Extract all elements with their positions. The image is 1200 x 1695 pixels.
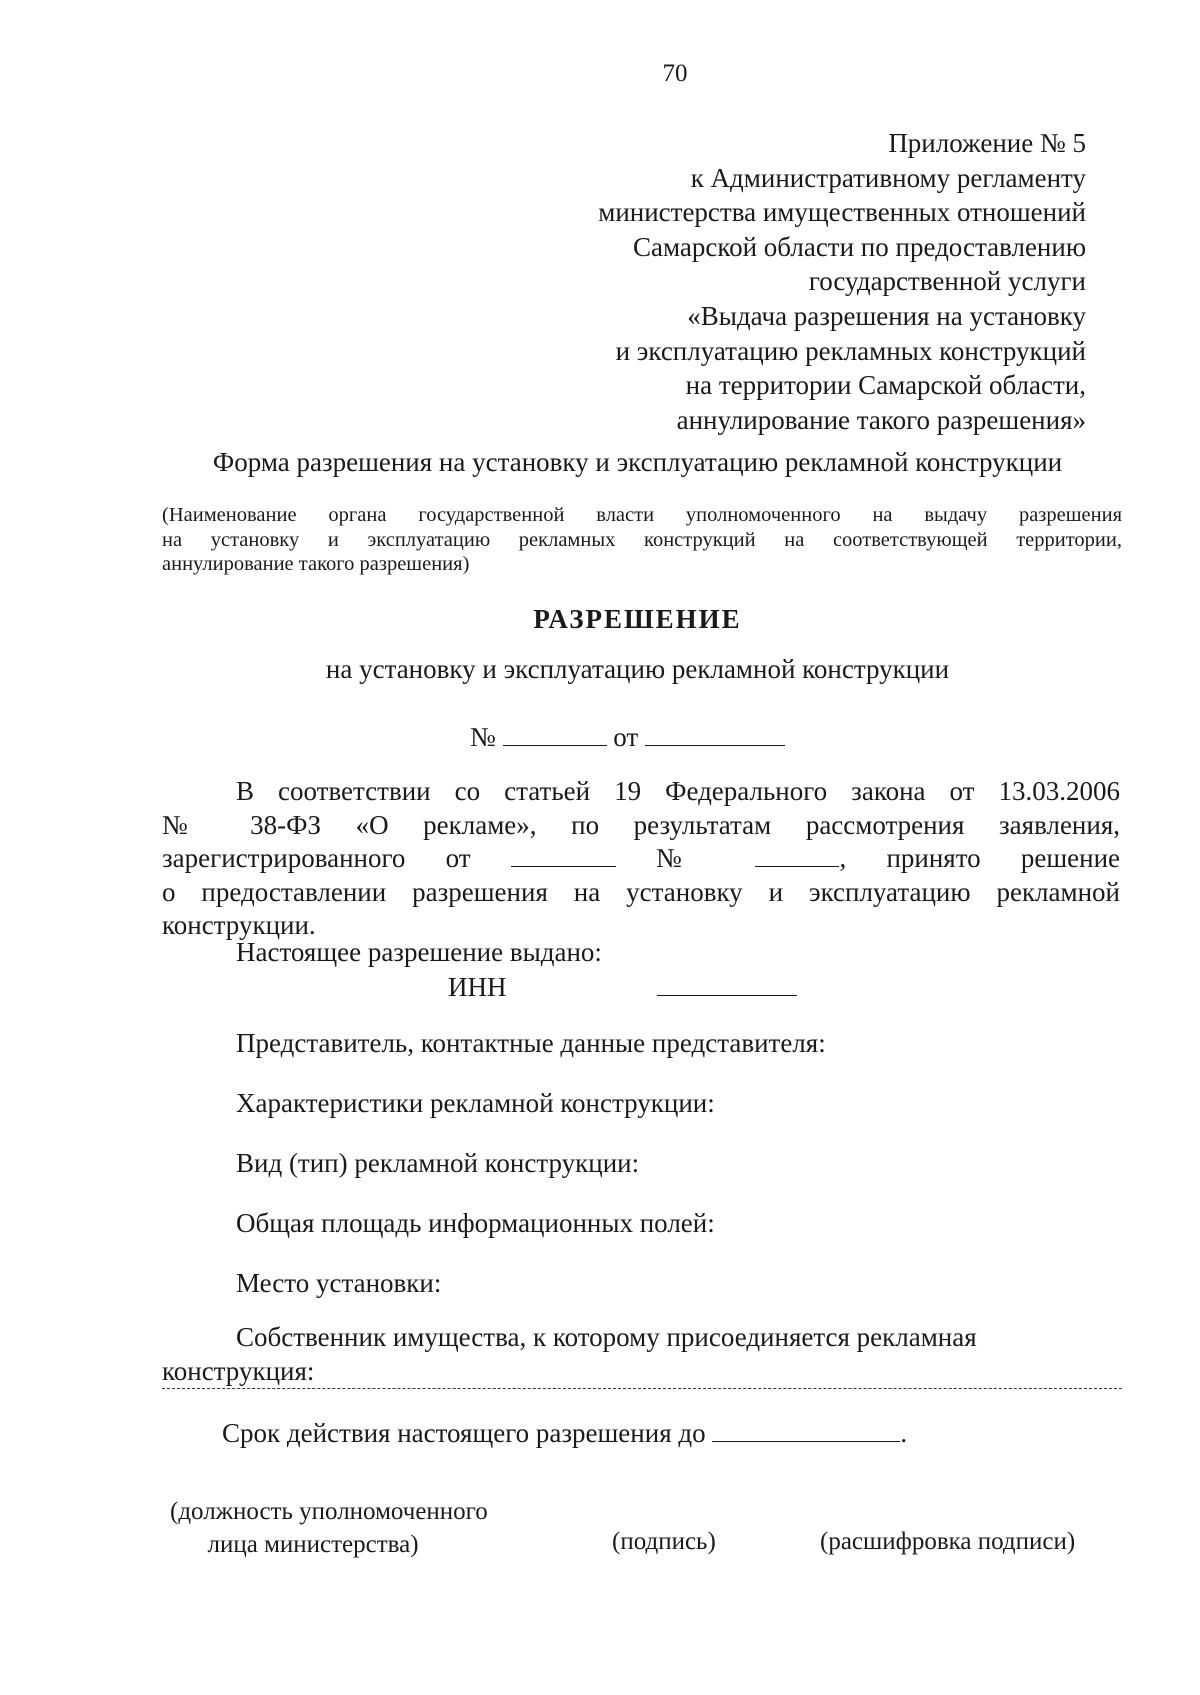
number-label: № [470,722,496,752]
owner-field[interactable] [162,1354,1122,1389]
page-number: 70 [662,60,688,87]
appendix-line: аннулирование такого разрешения» [676,404,1086,435]
body-line: № 38-ФЗ «О рекламе», по результатам рассмотрения заявления, [162,809,1120,840]
signature-decode-caption: (расшифровка подписи) [820,1528,1076,1555]
date-label: от [613,722,639,752]
appendix-line: к Административному регламенту [690,162,1086,193]
appendix-line: Приложение № 5 [888,128,1086,158]
authority-note-line: (Наименование органа государственной власти уполномоченного на выдачу разрешения [162,504,1122,526]
comma: , [839,843,847,873]
signature-position-line: (должность уполномоченного [170,1498,488,1525]
document-title: РАЗРЕШЕНИЕ [533,604,742,634]
issued-to-label: Настоящее разрешение выдано: [236,937,602,967]
from-label: от [445,843,471,873]
accepted-label: принято [886,843,981,873]
area-label: Общая площадь информационных полей: [236,1208,715,1238]
owner-block [162,1320,1122,1389]
form-title: Форма разрешения на установку и эксплуатацию рекламной конструкции [212,447,1063,477]
application-number-field[interactable] [755,846,839,867]
appendix-line: Самарской области по предоставлению [632,231,1086,262]
appendix-line: и эксплуатацию рекламных конструкций [615,335,1086,366]
period: . [900,1418,908,1448]
appendix-line: «Выдача разрешения на установку [687,300,1086,331]
signature-position-line: лица министерства) [207,1531,419,1558]
validity-label: Срок действия настоящего разрешения до [222,1418,706,1448]
appendix-line: министерства имущественных отношений [598,197,1086,228]
body-line [162,842,1120,876]
decision-label: решение [1020,843,1121,873]
body-line: конструкции. [162,910,316,940]
inn-row [448,972,797,1003]
body-line: В соответствии со статьей 19 Федерального закона от 13.03.2006 [236,776,1120,806]
authority-note-line: на установку и эксплуатацию рекламных конструкций на соответствующей территории, [162,528,1122,551]
validity-line [222,1418,907,1449]
signature-caption: (подпись) [612,1528,716,1555]
authority-note [162,503,1122,577]
validity-date-field[interactable] [712,1421,900,1442]
body-line: о предоставлении разрешения на установку и эксплуатацию рекламной [162,876,1120,907]
application-date-field[interactable] [511,846,616,867]
body-paragraph [162,775,1120,943]
representative-label: Представитель, контактные данные представителя: [236,1028,826,1058]
permit-date-field[interactable] [645,725,785,746]
permit-number-field[interactable] [503,725,607,746]
appendix-header [598,126,1086,437]
owner-line: Собственник имущества, к которому присоединяется рекламная [236,1322,977,1352]
type-label: Вид (тип) рекламной конструкции: [236,1148,640,1178]
registered-label: зарегистрированного [162,843,406,873]
location-label: Место установки: [236,1268,442,1298]
inn-label: ИНН [448,972,507,1002]
owner-line: конструкция: [162,1356,315,1386]
signature-position-caption [170,1495,488,1561]
characteristics-label: Характеристики рекламной конструкции: [236,1088,715,1118]
appendix-line: государственной услуги [808,266,1086,297]
document-subtitle: на установку и эксплуатацию рекламной конструкции [325,654,950,684]
number-date-line [470,722,785,753]
app-number-label: № [656,843,716,873]
appendix-line: на территории Самарской области, [685,370,1086,401]
authority-note-line: аннулирование такого разрешения) [162,553,470,575]
inn-field[interactable] [657,975,797,996]
